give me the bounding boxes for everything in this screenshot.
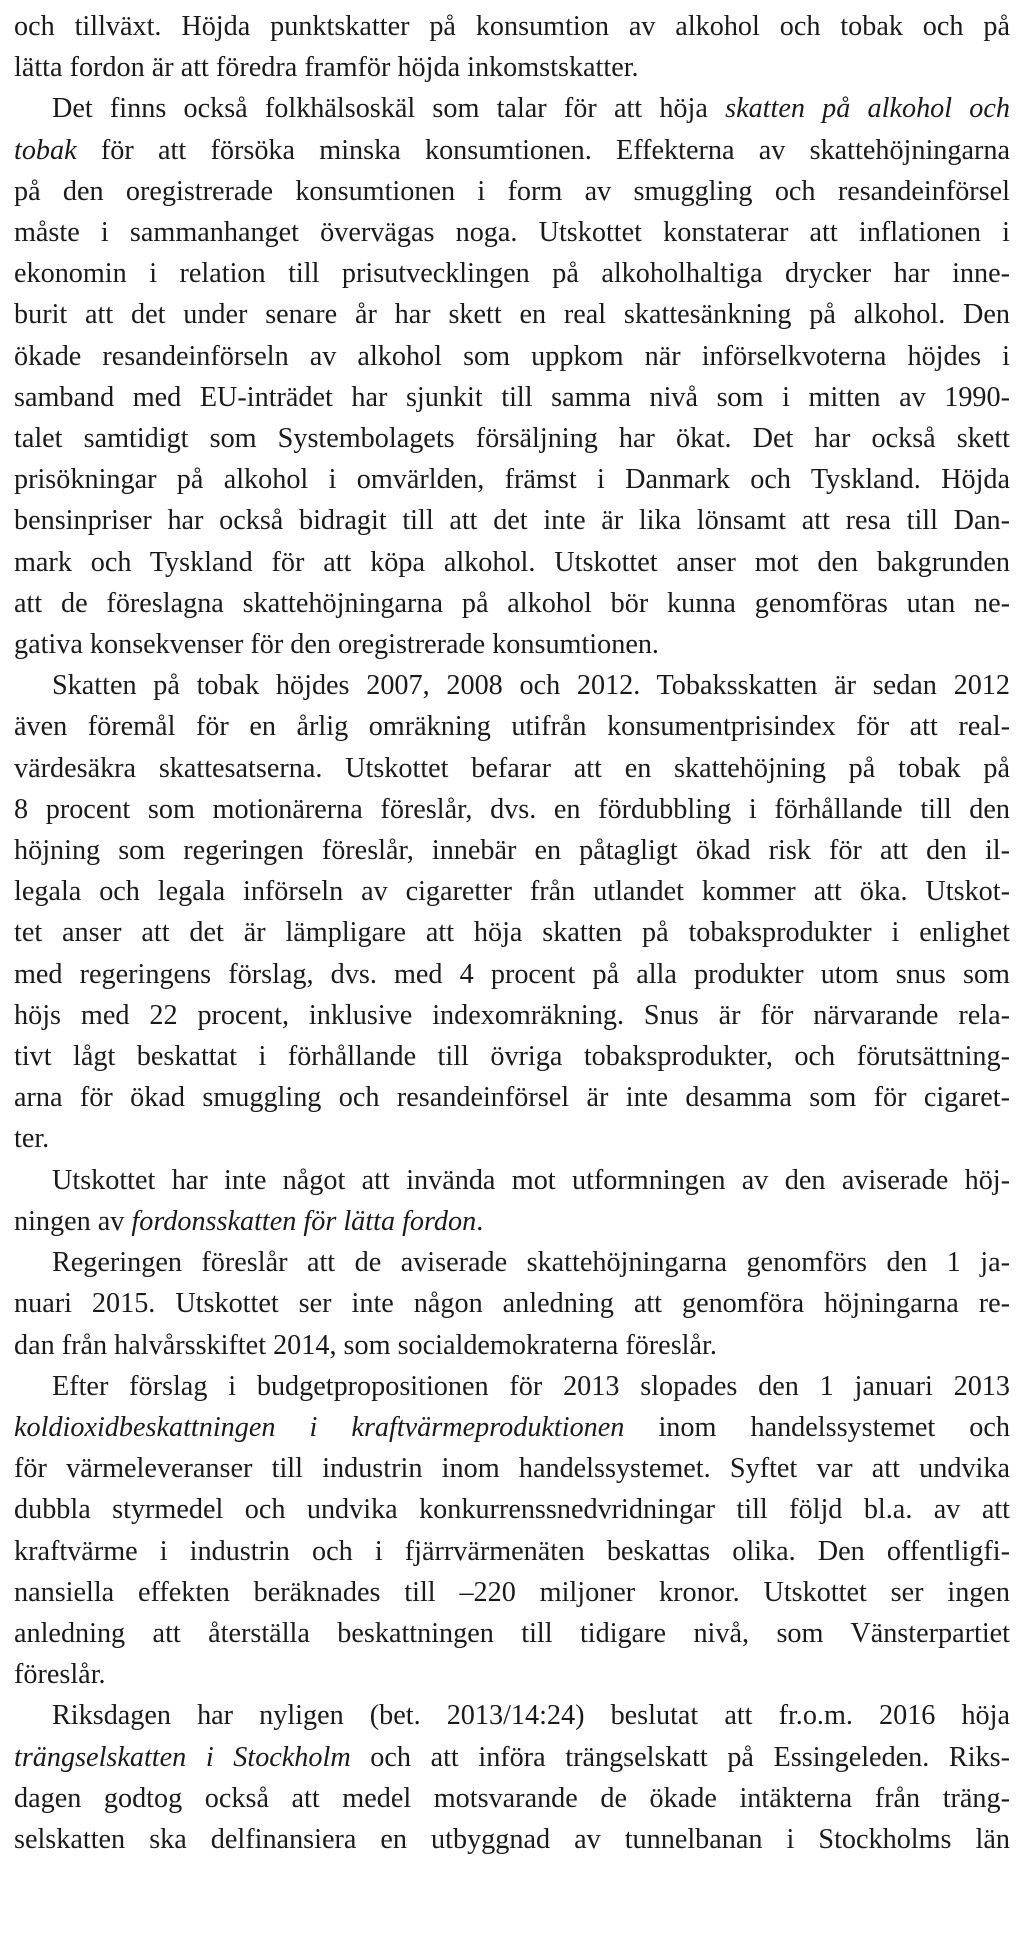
text-run: Regeringen föreslår att de aviserade skattehöjningarna genomförs den 1 ja- (52, 1247, 1010, 1279)
body-paragraph (14, 88, 1010, 665)
text-run: nansiella effekten beräknades till –220 miljoner kronor. Utskottet ser ingen (14, 1576, 1010, 1608)
text-run: tivt lågt beskattat i förhållande till övriga tobaksprodukter, och förutsättning- (14, 1041, 1010, 1073)
text-line (14, 583, 1010, 624)
text-line (14, 1448, 1010, 1489)
text-line (14, 1242, 1010, 1283)
text-run: Efter förslag i budgetpropositionen för 2013 slopades den 1 januari 2013 (52, 1370, 1010, 1402)
body-paragraph (14, 1695, 1010, 1860)
text-line (14, 1737, 1010, 1778)
text-line (14, 1819, 1010, 1860)
text-run: mark och Tyskland för att köpa alkohol. Utskottet anser mot den bakgrunden (14, 546, 1010, 578)
text-run: tet anser att det är lämpligare att höja skatten på tobaksprodukter i enlighet (14, 917, 1010, 949)
body-paragraph (14, 1160, 1010, 1242)
text-run: 8 procent som motionärerna föreslår, dvs. en fördubbling i förhållande till den (14, 793, 1010, 825)
text-run: arna för ökad smuggling och resandeinförsel är inte desamma som för cigaret- (14, 1082, 1010, 1114)
text-line (14, 624, 1010, 665)
text-line (14, 294, 1010, 335)
text-run: selskatten ska delfinansiera en utbyggnad av tunnelbanan i Stockholms län (14, 1823, 1010, 1855)
text-run: kraftvärme i industrin och i fjärrvärmenäten beskattas olika. Den offentligfi- (14, 1535, 1010, 1567)
text-run: burit att det under senare år har skett en real skattesänkning på alkohol. Den (14, 299, 1010, 331)
text-run: dagen godtog också att medel motsvarande de ökade intäkterna från träng- (14, 1782, 1010, 1814)
text-run: dubbla styrmedel och undvika konkurrenssnedvridningar till följd bl.a. av att (14, 1494, 1010, 1526)
text-line (14, 88, 1010, 129)
text-run: ökade resandeinförseln av alkohol som uppkom när införselkvoterna höjdes i (14, 340, 1010, 372)
text-line (14, 1036, 1010, 1077)
text-run: på den oregistrerade konsumtionen i form av smuggling och resandeinförsel (14, 175, 1010, 207)
italic-term: tobak (14, 134, 77, 166)
text-line (14, 665, 1010, 706)
text-run: gativa konsekvenser för den oregistrerade konsumtionen. (14, 629, 659, 661)
text-run: ningen av (14, 1205, 132, 1237)
text-run: föreslår. (14, 1659, 106, 1691)
text-run: inom handelssystemet och (624, 1411, 1010, 1443)
text-run: med regeringens förslag, dvs. med 4 procent på alla produkter utom snus som (14, 958, 1010, 990)
text-line (14, 1572, 1010, 1613)
text-run: höjning som regeringen föreslår, innebär en påtagligt ökad risk för att den il- (14, 835, 1010, 867)
text-line (14, 377, 1010, 418)
text-line (14, 253, 1010, 294)
text-run: anledning att återställa beskattningen till tidigare nivå, som Vänsterpartiet (14, 1617, 1010, 1649)
text-run: ekonomin i relation till prisutvecklingen på alkoholhaltiga drycker har inne- (14, 258, 1010, 290)
text-run: Utskottet har inte något att invända mot utformningen av den aviserade höj- (52, 1164, 1010, 1196)
text-run: värdesäkra skattesatserna. Utskottet befarar att en skattehöjning på tobak på (14, 752, 1010, 784)
body-paragraph (14, 6, 1010, 88)
italic-term: trängselskatten i Stockholm (14, 1741, 351, 1773)
text-run: höjs med 22 procent, inklusive indexomräkning. Snus är för närvarande rela- (14, 999, 1010, 1031)
text-line (14, 830, 1010, 871)
text-run: Riksdagen har nyligen (bet. 2013/14:24) beslutat att fr.o.m. 2016 höja (52, 1700, 1010, 1732)
text-line (14, 212, 1010, 253)
text-line (14, 748, 1010, 789)
text-run: för värmeleveranser till industrin inom handelssystemet. Syftet var att undvika (14, 1453, 1010, 1485)
text-line (14, 1201, 1010, 1242)
text-line (14, 1118, 1010, 1159)
italic-term: koldioxidbeskattningen i kraftvärmeproduktionen (14, 1411, 625, 1443)
text-line (14, 1325, 1010, 1366)
text-run: dan från halvårsskiftet 2014, som socialdemokraterna föreslår. (14, 1329, 717, 1361)
text-line (14, 1283, 1010, 1324)
text-line (14, 1489, 1010, 1530)
body-paragraph (14, 1366, 1010, 1696)
text-line (14, 912, 1010, 953)
text-line (14, 1407, 1010, 1448)
body-paragraph (14, 665, 1010, 1159)
text-line (14, 459, 1010, 500)
text-run: Skatten på tobak höjdes 2007, 2008 och 2012. Tobaksskatten är sedan 2012 (52, 670, 1010, 702)
text-line (14, 1613, 1010, 1654)
text-run: bensinpriser har också bidragit till att det inte är lika lönsamt att resa till Dan- (14, 505, 1010, 537)
text-run: legala och legala införseln av cigaretter från utlandet kommer att öka. Utskot- (14, 876, 1010, 908)
text-run: ter. (14, 1123, 50, 1155)
italic-term: skatten på alkohol och (725, 93, 1010, 125)
text-run: samband med EU-inträdet har sjunkit till samma nivå som i mitten av 1990- (14, 381, 1010, 413)
text-line (14, 6, 1010, 47)
text-run: även föremål för en årlig omräkning utifrån konsumentprisindex för att real- (14, 711, 1010, 743)
text-line (14, 995, 1010, 1036)
text-run: Det finns också folkhälsoskäl som talar för att höja (52, 93, 726, 125)
text-line (14, 1778, 1010, 1819)
text-line (14, 871, 1010, 912)
text-line (14, 418, 1010, 459)
text-run: lätta fordon är att föredra framför höjda inkomstskatter. (14, 52, 639, 84)
text-line (14, 954, 1010, 995)
text-run: och att införa trängselskatt på Essingeleden. Riks- (350, 1741, 1010, 1773)
text-run: för att försöka minska konsumtionen. Effekterna av skattehöjningarna (76, 134, 1010, 166)
text-line (14, 542, 1010, 583)
text-line (14, 130, 1010, 171)
text-line (14, 1366, 1010, 1407)
text-run: och tillväxt. Höjda punktskatter på konsumtion av alkohol och tobak och på (14, 11, 1010, 42)
body-paragraph (14, 1242, 1010, 1366)
text-line (14, 1695, 1010, 1736)
italic-term: fordonsskatten för lätta fordon (131, 1205, 477, 1237)
text-line (14, 171, 1010, 212)
text-line (14, 1077, 1010, 1118)
text-run: nuari 2015. Utskottet ser inte någon anledning att genomföra höjningarna re- (14, 1288, 1010, 1320)
document-page (14, 6, 1010, 1860)
text-line (14, 500, 1010, 541)
text-run: måste i sammanhanget övervägas noga. Utskottet konstaterar att inflationen i (14, 217, 1010, 249)
text-line (14, 47, 1010, 88)
text-line (14, 1160, 1010, 1201)
text-run: att de föreslagna skattehöjningarna på alkohol bör kunna genomföras utan ne- (14, 587, 1010, 619)
text-run: prisökningar på alkohol i omvärlden, främst i Danmark och Tyskland. Höjda (14, 464, 1010, 496)
text-line (14, 1531, 1010, 1572)
text-run: talet samtidigt som Systembolagets försäljning har ökat. Det har också skett (14, 423, 1010, 455)
text-line (14, 706, 1010, 747)
text-line (14, 336, 1010, 377)
text-line (14, 789, 1010, 830)
text-line (14, 1654, 1010, 1695)
text-run: . (476, 1205, 484, 1237)
